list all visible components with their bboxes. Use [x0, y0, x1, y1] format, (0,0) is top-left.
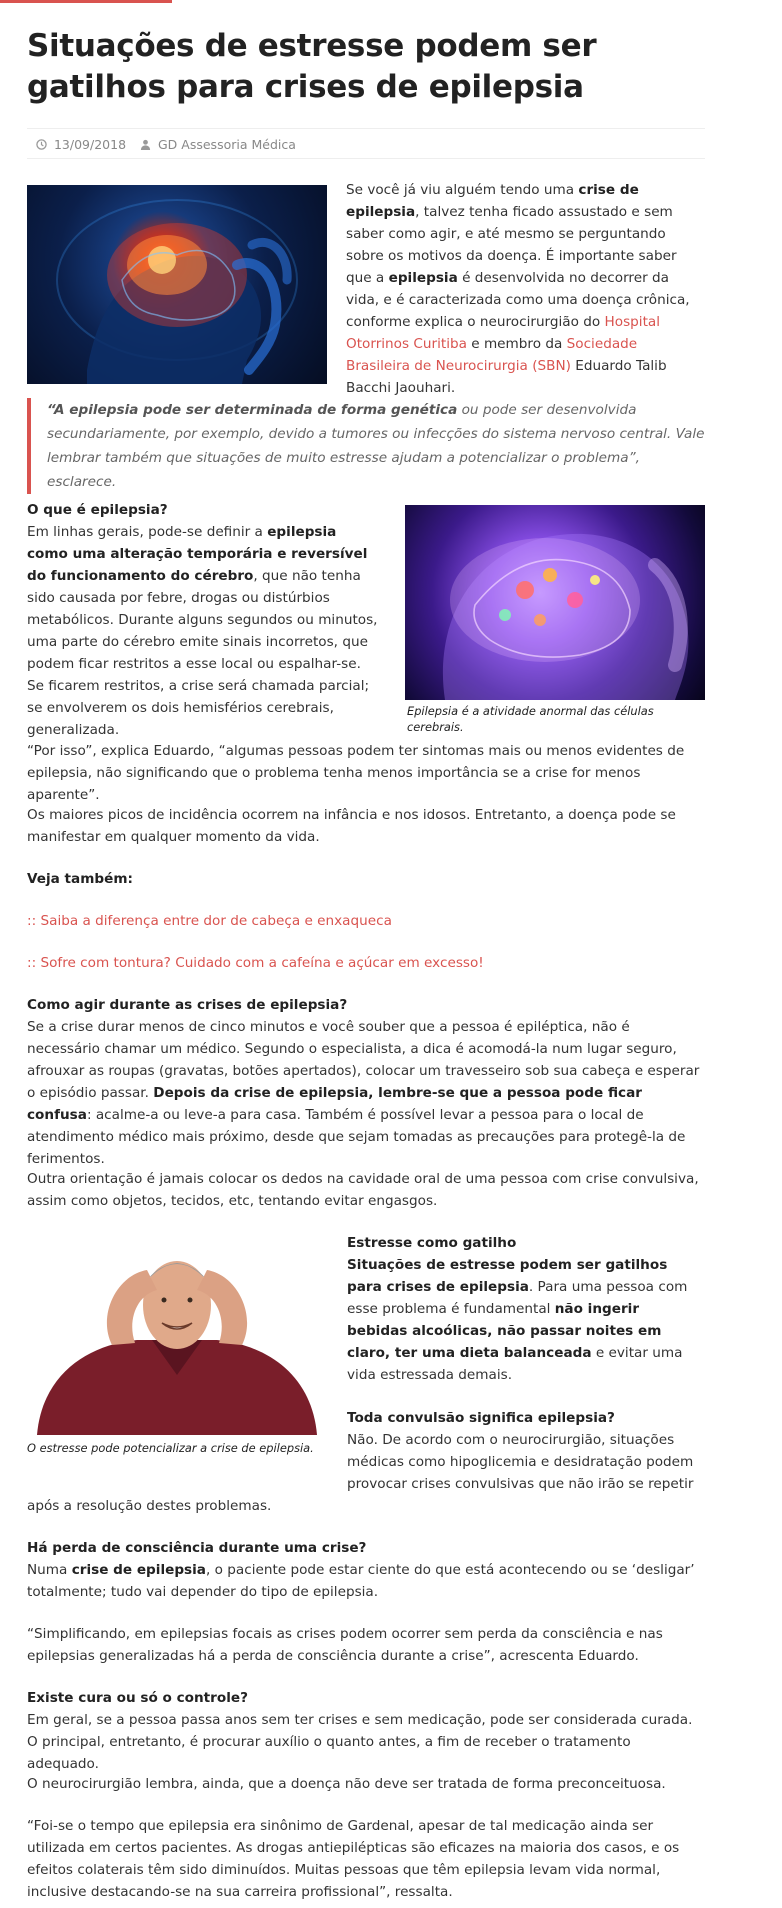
paragraph-simplificando: “Simplificando, em epilepsias focais as crises podem ocorrer sem perda da consciência e nas epilepsias generalizadas há a perda de consciência durante a crise”, acrescenta Eduardo. [27, 1626, 663, 1664]
heading-stress-trigger: Estresse como gatilho [347, 1235, 517, 1251]
see-also-link-1-wrap [27, 910, 705, 932]
article-date: 13/09/2018 [53, 137, 127, 152]
heading-convulsion: Toda convulsão significa epilepsia? [347, 1410, 615, 1426]
brain-pain-image [27, 185, 327, 384]
heading-what-is-epilepsy: O que é epilepsia? [27, 502, 168, 518]
sbn-link[interactable]: Sociedade Brasileira de Neurocirurgia (SBN) [346, 336, 638, 374]
see-also-heading: Veja também: [27, 871, 133, 887]
see-also-link-2-wrap [27, 952, 705, 974]
section-consciousness: Há perda de consciência durante uma crise? Numa crise de epilepsia, o paciente pode estar ciente do que está acontecendo ou se ‘desligar’ totalmente; tudo vai depender do tipo de epilepsia. [27, 1540, 695, 1600]
section-stress-trigger: Estresse como gatilho Situações de estresse podem ser gatilhos para crises de epilepsia. Para uma pessoa com esse problema é fundamental não ingerir bebidas alcoólicas, não passar noites em claro, ter uma dieta balanceada e evitar uma vida estressada demais. [347, 1235, 688, 1383]
section-what-is-epilepsy: O que é epilepsia? Em linhas gerais, pode-se definir a epilepsia como uma alteração temporária e reversível do funcionamento do cérebro, que não tenha sido causada por febre, drogas ou distúrbios metabólicos. Durante alguns segundos ou minutos, uma parte do cérebro emite sinais incorretos, que podem ficar restritos a esse local ou espalhar-se. Se ficarem restritos, a crise será chamada parcial; se envolverem os dois hemisférios cerebrais, generalizada. [27, 502, 378, 738]
section-how-to-act: Como agir durante as crises de epilepsia? Se a crise durar menos de cinco minutos e você souber que a pessoa é epiléptica, não é necessário chamar um médico. Segundo o especialista, a dica é acomodá-la num lugar seguro, afrouxar as roupas (gravatas, botões apertados), colocar um travesseiro sob sua cabeça e esperar o episódio passar. Depois da crise de epilepsia, lembre-se que a pessoa pode ficar confusa: acalme-a ou leve-a para casa. Também é possível levar a pessoa para o local de atendimento médico mais próximo, desde que sejam tomadas as precauções para protegê-la de ferimentos. [27, 997, 700, 1167]
user-icon [140, 139, 151, 150]
article-title: Situações de estresse podem ser gatilhos para crises de epilepsia [27, 28, 597, 105]
paragraph-outra-orientacao: Outra orientação é jamais colocar os dedos na cavidade oral de uma pessoa com crise convulsiva, assim como objetos, tecidos, etc, tentando evitar engasgos. [27, 1171, 699, 1209]
heading-consciousness: Há perda de consciência durante uma crise? [27, 1540, 367, 1556]
see-also-link-headache[interactable]: :: Saiba a diferença entre dor de cabeça e enxaqueca [27, 913, 392, 929]
paragraph-preconceito: O neurocirurgião lembra, ainda, que a doença não deve ser tratada de forma preconceituosa. [27, 1776, 666, 1792]
heading-how-to-act: Como agir durante as crises de epilepsia? [27, 997, 348, 1013]
glowing-brain-image [405, 505, 705, 700]
stressed-man-illustration [27, 1235, 327, 1435]
article-author[interactable]: GD Assessoria Médica [158, 137, 296, 152]
top-accent-bar [0, 0, 172, 3]
paragraph-por-isso: “Por isso”, explica Eduardo, “algumas pessoas podem ter sintomas mais ou menos evidentes de epilepsia, não significando que o problema tenha menos importância se a crise for menos aparente”. [27, 743, 685, 803]
intro-paragraph: Se você já viu alguém tendo uma crise de epilepsia, talvez tenha ficado assustado e sem saber como agir, e até mesmo se perguntando sobre os motivos da doença. É importante saber que a epilepsia é desenvolvida no decorrer da vida, e é caracterizada como uma doença crônica, conforme explica o neurocirurgião do Hospital Otorrinos Curitiba e membro da Sociedade Brasileira de Neurocirurgia (SBN) Eduardo Talib Bacchi Jaouhari. [346, 182, 690, 396]
section-cure: Existe cura ou só o controle? Em geral, se a pessoa passa anos sem ter crises e sem medicação, pode ser considerada curada. O principal, entretanto, é procurar auxílio o quanto antes, a fim de receber o tratamento adequado. [27, 1690, 693, 1772]
stressed-man-image [27, 1235, 327, 1435]
stressed-man-caption: O estresse pode potencializar a crise de epilepsia. [27, 1441, 314, 1455]
clock-icon [36, 139, 47, 150]
paragraph-picos: Os maiores picos de incidência ocorrem na infância e nos idosos. Entretanto, a doença pode se manifestar em qualquer momento da vida. [27, 807, 676, 845]
section-convulsion-tail: após a resolução destes problemas. [27, 1498, 272, 1514]
see-also-link-dizziness[interactable]: :: Sofre com tontura? Cuidado com a cafeína e açúcar em excesso! [27, 955, 484, 971]
glowing-brain-caption: Epilepsia é a atividade anormal das células cerebrais. [407, 704, 654, 734]
hospital-link[interactable]: Hospital Otorrinos Curitiba [346, 314, 661, 352]
paragraph-gardenal: “Foi-se o tempo que epilepsia era sinônimo de Gardenal, apesar de tal medicação ainda ser utilizada em certos pacientes. As drogas antiepilépticas são eficazes na maioria dos casos, e os efeitos colaterais têm sido diminuídos. Muitas pessoas que têm epilepsia levam vida normal, inclusive destacando-se na sua carreira profissional”, ressalta. [27, 1818, 680, 1900]
section-convulsion: Toda convulsão significa epilepsia? Não. De acordo com o neurocirurgião, situações médicas como hipoglicemia e desidratação podem provocar crises convulsivas que não irão se repetir [347, 1410, 694, 1492]
brain-pain-illustration [27, 185, 327, 384]
glowing-brain-illustration [405, 505, 705, 700]
article-quote: “A epilepsia pode ser determinada de forma genética ou pode ser desenvolvida secundariamente, por exemplo, devido a tumores ou infecções do sistema nervoso central. Vale lembrar também que situações de muito estresse ajudam a potencializar o problema”, esclarece. [27, 398, 705, 494]
article-meta [27, 128, 705, 159]
heading-cure: Existe cura ou só o controle? [27, 1690, 248, 1706]
